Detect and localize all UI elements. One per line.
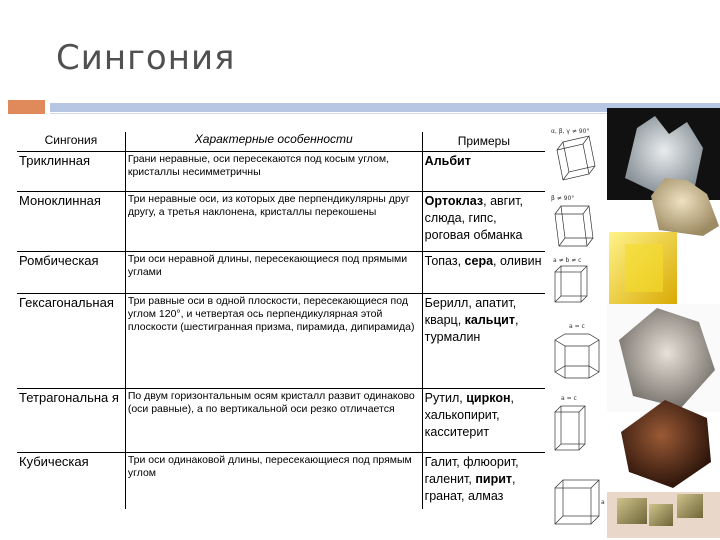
header-features: Характерные особенности [125,132,422,152]
example-bold: Ортоклаз [424,194,484,208]
row-examples [422,294,545,389]
example-text: Рутил, [424,391,467,405]
row-examples [422,389,545,453]
row-features: Три оси одинаковой длины, пересекающиеся под прямым углом [125,453,422,509]
example-bold: кальцит [464,313,515,327]
row-examples [422,192,545,252]
orthorhombic-lattice-icon [555,266,587,302]
example-bold: пирит [475,472,513,486]
table-row [17,152,545,192]
row-name: Гексагональная [17,294,125,389]
label-triclinic: α, β, γ ≠ 90° [551,128,590,135]
table-row [17,252,545,294]
row-name: Ромбическая [17,252,125,294]
example-bold: циркон [466,391,511,405]
example-bold: сера [464,254,494,268]
row-name: Моноклинная [17,192,125,252]
example-text: , гранат, алмаз [424,472,516,503]
label-hexagonal: a = c [569,323,585,330]
header-examples: Примеры [422,132,545,152]
slide-title: Сингония [56,38,236,78]
pyrite-photo [617,498,647,524]
table-row [17,453,545,509]
row-name: Кубическая [17,453,125,509]
hexagonal-lattice-icon [555,334,599,378]
table-header-row [17,132,545,152]
example-text: , оливин [493,254,542,268]
row-features: Три неравные оси, из которых две перпендикулярны друг другу, а третья наклонена, кристаллы перекошены [125,192,422,252]
row-name: Триклинная [17,152,125,192]
row-features: Три равные оси в одной плоскости, пересекающиеся под углом 120°, и четвертая ось перпендикулярная этой плоскости (шестигранная призма, пирамида, дипирамида) [125,294,422,389]
row-examples [422,252,545,294]
lattice-diagrams [549,126,607,536]
example-bold: Альбит [424,154,471,168]
table-row [17,389,545,453]
mineral-photos [607,108,720,538]
example-text: , авгит, слюда, гипс, роговая обманка [424,194,524,242]
accent-bar-orange [8,100,45,114]
tetragonal-lattice-icon [555,406,585,450]
cubic-lattice-icon [555,480,599,524]
table-row [17,294,545,389]
table-row [17,192,545,252]
triclinic-lattice-icon [557,136,595,180]
example-text: Топаз, [424,254,465,268]
label-cubic: a [601,499,605,506]
example-text: Галит, флюорит, галенит, [424,455,519,486]
header-syngony: Сингония [17,132,125,152]
row-features: Три оси неравной длины, пересекающиеся под прямыми углами [125,252,422,294]
row-examples [422,453,545,509]
label-orthorhombic: a ≠ b ≠ c [553,257,582,264]
row-features: По двум горизонтальным осям кристалл развит одинаково (оси равные), а по вертикальной оси резко отличается [125,389,422,453]
label-monoclinic: β ≠ 90° [551,195,575,202]
row-name: Тетрагональна я [17,389,125,453]
example-text: Берилл, апатит, кварц, [424,296,517,327]
row-features: Грани неравные, оси пересекаются под косым углом, кристаллы несимметричны [125,152,422,192]
syngony-table [17,132,545,509]
zircon-photo [621,400,711,488]
example-text: , турмалин [424,313,519,344]
example-text: , халькопирит, касситерит [424,391,514,439]
monoclinic-lattice-icon [555,206,593,246]
label-tetragonal: a = c [561,395,577,402]
row-examples [422,152,545,192]
